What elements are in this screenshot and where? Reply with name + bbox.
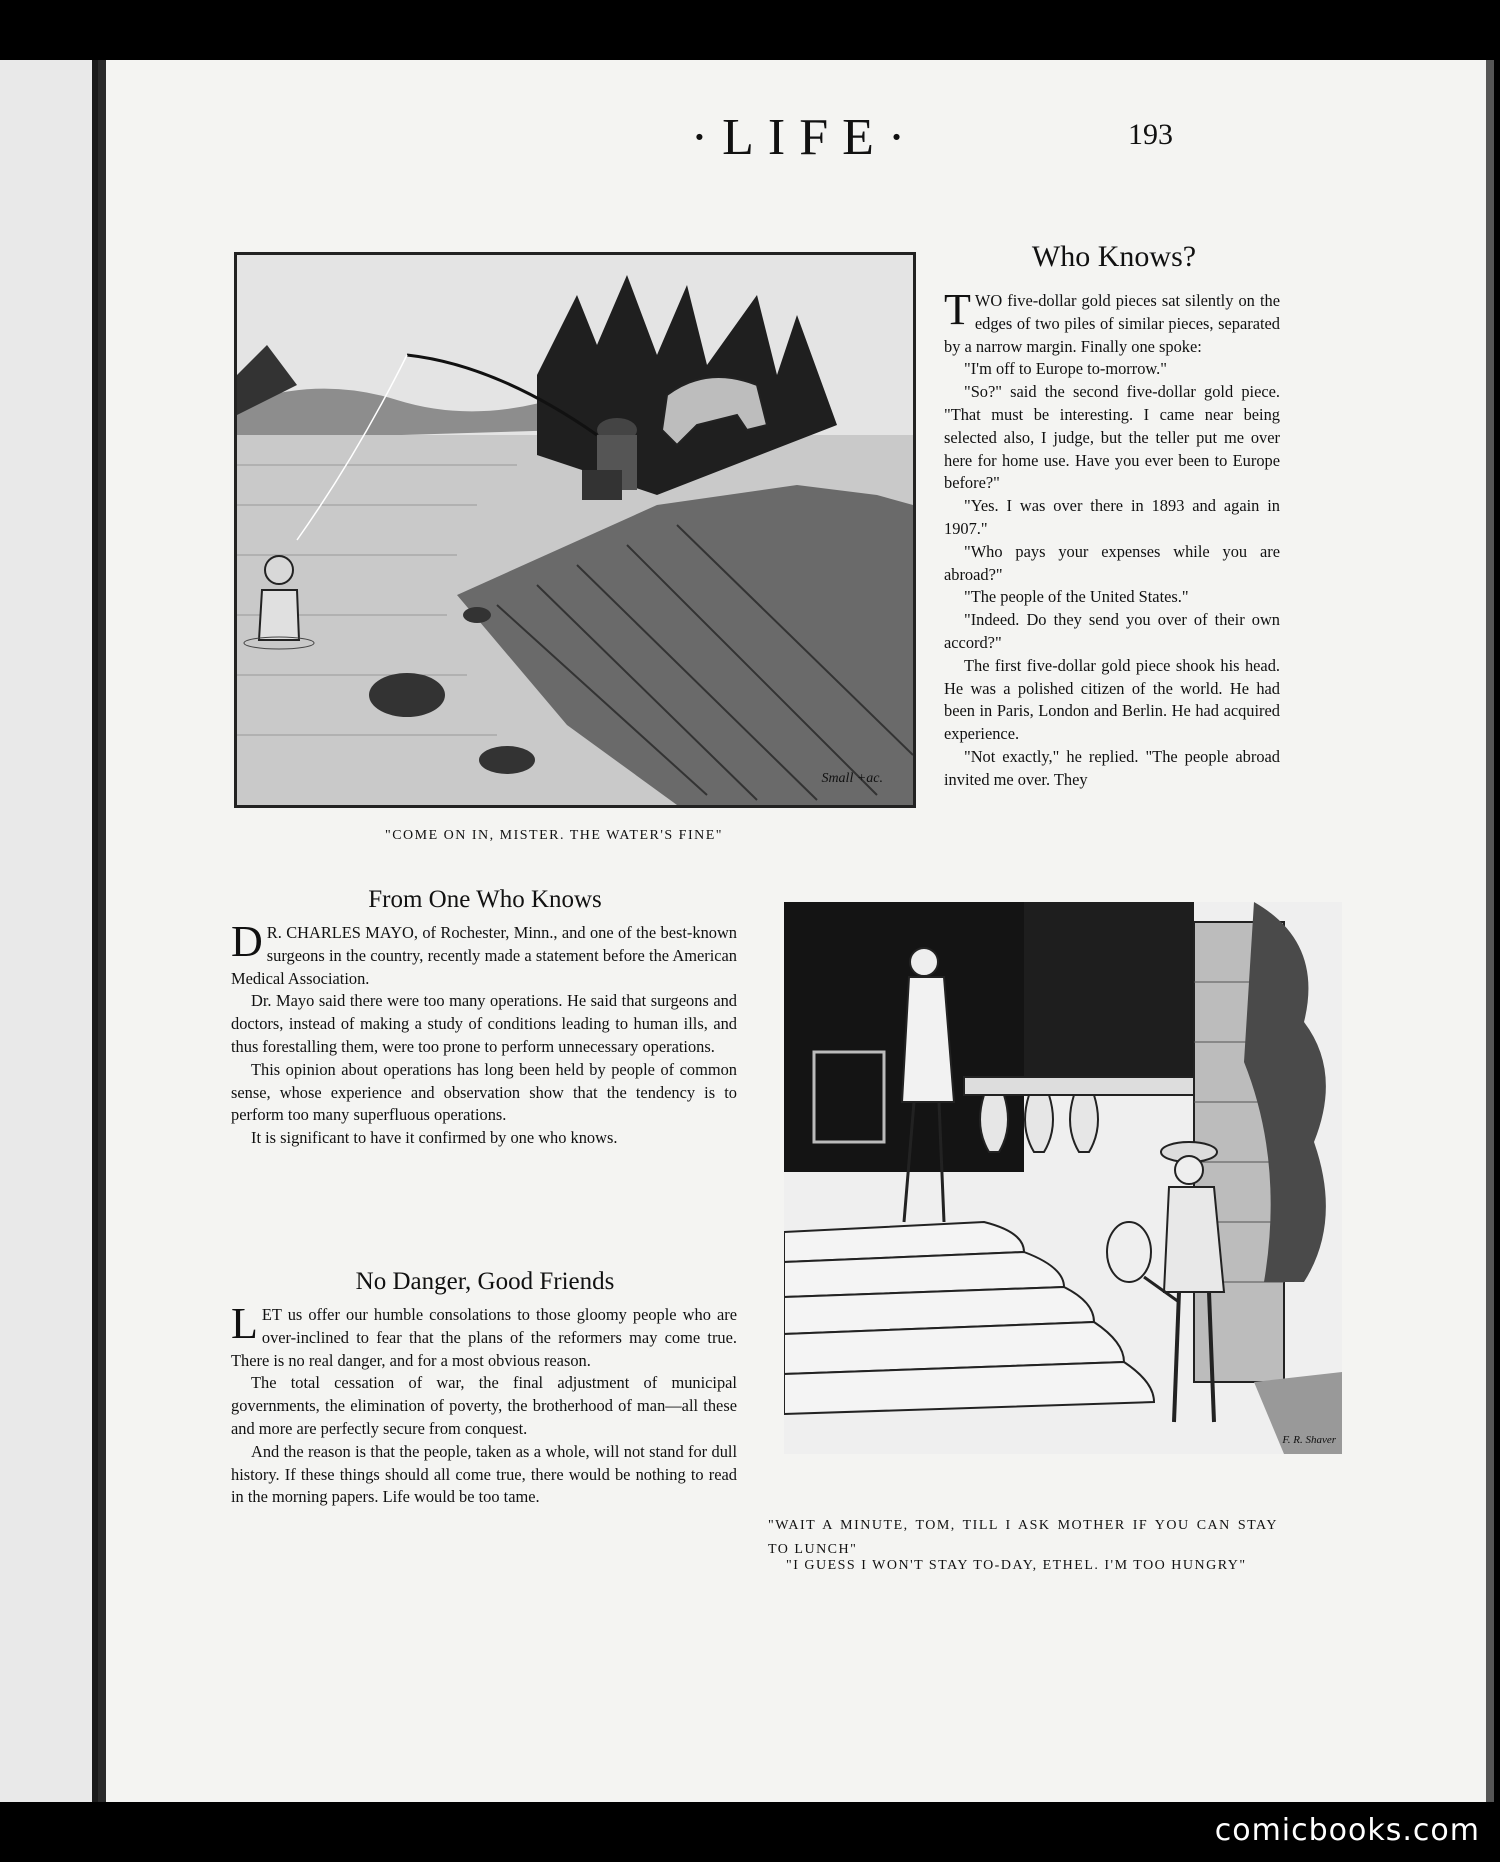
drop-cap: T — [944, 285, 971, 334]
who-knows-paragraph: "I'm off to Europe to-morrow." — [964, 359, 1167, 379]
porch-caption-line-2: "I GUESS I WON'T STAY TO-DAY, ETHEL. I'M TOO HUNGRY" — [786, 1558, 1247, 1573]
from-one-who-knows-title: From One Who Knows — [368, 886, 602, 913]
from-one-paragraph: D R. CHARLES MAYO, of Rochester, Minn., and one of the best-known surgeons in the country, recently made a statement before the American Medical Association. — [231, 917, 737, 988]
from-one-paragraph: This opinion about operations has long been held by people of common sense, whose experience and observation show that the tendency is to perform too many superfluous operations. — [231, 1059, 737, 1125]
from-one-paragraph: It is significant to have it confirmed by one who knows. — [251, 1128, 618, 1148]
porch-illustration — [784, 902, 1342, 1454]
who-knows-paragraph: "The people of the United States." — [964, 587, 1189, 607]
adjacent-page-edge — [0, 60, 98, 1802]
page-edge-right — [1486, 60, 1494, 1802]
who-knows-paragraph: "Yes. I was over there in 1893 and again in 1907." — [944, 496, 1280, 538]
bottom-illustration-signature: F. R. Shaver — [1282, 1434, 1336, 1446]
who-knows-article — [944, 285, 1280, 792]
fishing-illustration-caption: "COME ON IN, MISTER. THE WATER'S FINE" — [385, 828, 723, 843]
who-knows-paragraph: "Not exactly," he replied. "The people abroad invited me over. They — [944, 746, 1280, 789]
who-knows-paragraph: "Who pays your expenses while you are abroad?" — [944, 541, 1280, 584]
fishing-scene-drawing — [237, 255, 913, 805]
no-danger-paragraph: And the reason is that the people, taken as a whole, will not stand for dull history. If these things should all come true, there would be nothing to read in the morning papers. Life would be too tame. — [231, 1441, 737, 1507]
drop-cap: D — [231, 917, 263, 966]
no-danger-title: No Danger, Good Friends — [355, 1268, 615, 1295]
who-knows-paragraph: The first five-dollar gold piece shook his head. He was a polished citizen of the world. He had been in Paris, London and Berlin. He had acquired experience. — [944, 655, 1280, 744]
who-knows-paragraph: "So?" said the second five-dollar gold piece. "That must be interesting. I came near being selected also, I judge, but the teller put me over here for home use. Have you ever been to Europe before?" — [944, 382, 1280, 493]
no-danger-paragraph: LET us offer our humble consolations to those gloomy people who are over-inclined to fear that the plans of the reformers may come true. There is no real danger, and for a most obvious reason. — [231, 1299, 737, 1370]
porch-scene-drawing — [784, 902, 1342, 1454]
who-knows-title: Who Knows? — [1031, 240, 1197, 273]
watermark: comicbooks.com — [1214, 1813, 1480, 1848]
no-danger-paragraph: The total cessation of war, the final adjustment of municipal governments, the elimination of poverty, the brotherhood of man—all these and more are perfectly secure from conquest. — [231, 1373, 737, 1438]
from-one-paragraph: Dr. Mayo said there were too many operations. He said that surgeons and doctors, instead of making a study of conditions leading to human ills, and thus forestalling them, were too prone to perform unnecessary operations. — [231, 991, 737, 1056]
porch-caption-line-1: "WAIT A MINUTE, TOM, TILL I ASK MOTHER IF YOU CAN STAY TO LUNCH" — [768, 1518, 1278, 1557]
no-danger-article — [231, 1299, 737, 1509]
from-one-who-knows-article — [231, 917, 737, 1150]
who-knows-paragraph: "Indeed. Do they send you over of their own accord?" — [944, 610, 1280, 652]
fishing-illustration — [234, 252, 916, 808]
drop-cap: L — [231, 1299, 258, 1348]
top-illustration-signature: Small +ac. — [821, 771, 883, 786]
who-knows-paragraph: TWO five-dollar gold pieces sat silently on the edges of two piles of similar pieces, separated by a narrow margin. Finally one spoke: — [944, 285, 1280, 356]
masthead-title: ·LIFE· — [690, 109, 920, 166]
page-number: 193 — [1128, 118, 1173, 151]
binding-gutter — [98, 60, 106, 1802]
